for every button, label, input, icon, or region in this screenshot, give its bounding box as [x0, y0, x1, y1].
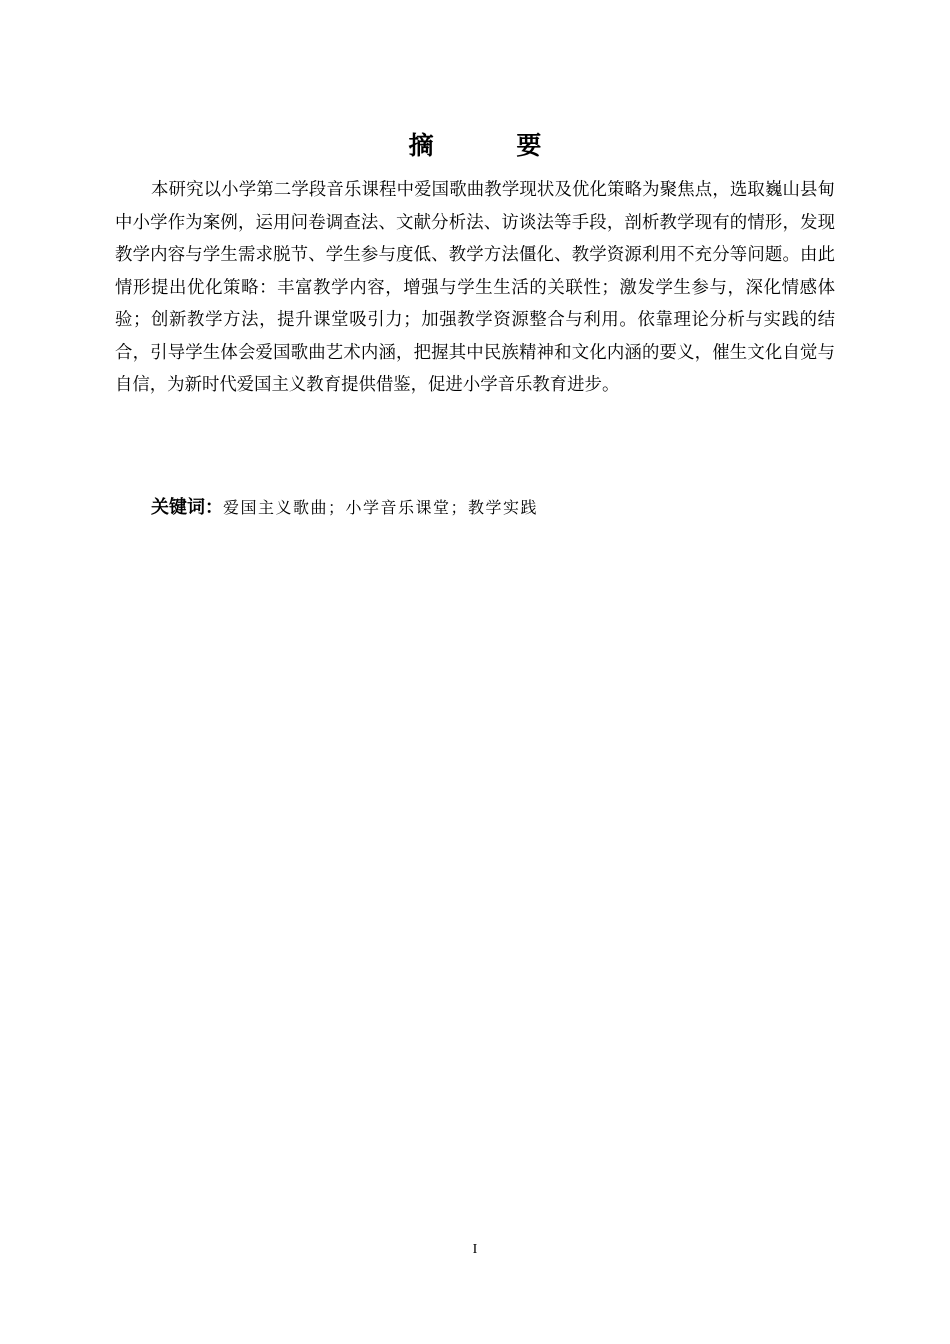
page-number: I: [472, 1242, 478, 1257]
keywords-label: 关键词：: [151, 497, 223, 518]
abstract-body: 本研究以小学第二学段音乐课程中爱国歌曲教学现状及优化策略为聚焦点，选取巍山县甸中小学作为案例，运用问卷调查法、文献分析法、访谈法等手段，剖析教学现有的情形，发现教学内容与学生需求脱节、学生参与度低、教学方法僵化、教学资源利用不充分等问题。由此情形提出优化策略：丰富教学内容，增强与学生生活的关联性；激发学生参与，深化情感体验；创新教学方法，提升课堂吸引力；加强教学资源整合与利用。依靠理论分析与实践的结合，引导学生体会爱国歌曲艺术内涵，把握其中民族精神和文化内涵的要义，催生文化自觉与自信，为新时代爱国主义教育提供借鉴，促进小学音乐教育进步。: [115, 180, 835, 395]
keywords-line: [151, 493, 831, 523]
keywords-list: 爱国主义歌曲；小学音乐课堂；教学实践: [223, 498, 539, 517]
abstract-title: 摘 要: [408, 131, 579, 160]
